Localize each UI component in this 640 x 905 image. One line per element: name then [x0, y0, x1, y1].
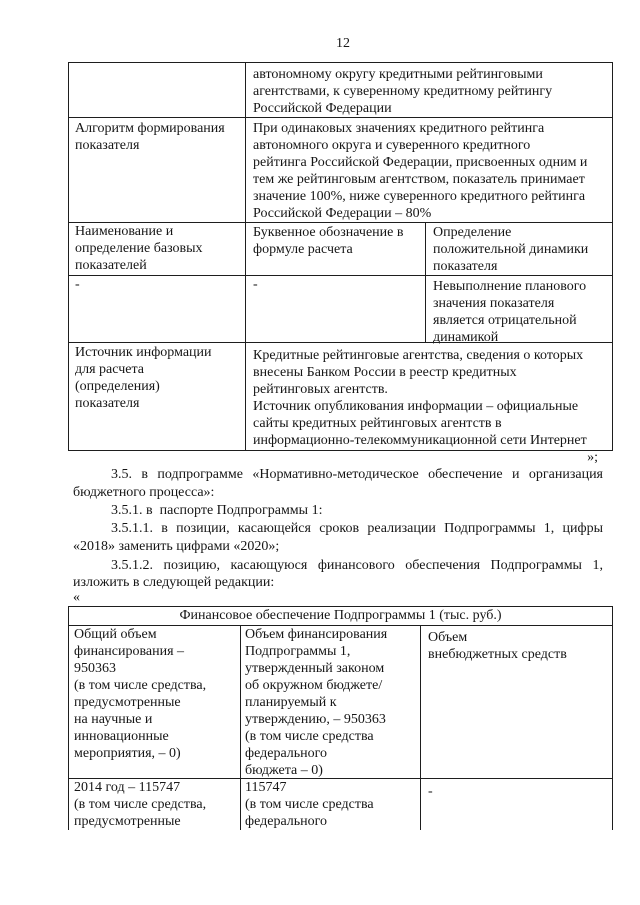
positive-dynamics-value-cell [425, 275, 613, 343]
approved-header: Объем финансирования Подпрограммы 1, утвержденный законом об окружном бюджете/ планируемый к утверждению, – 950363 (в том числе средства федерального бюджета – 0) [245, 627, 388, 778]
total-header-cell [68, 625, 241, 779]
table-row-extrabudgetary-cell [420, 778, 613, 830]
finance-table-title-cell [68, 606, 613, 626]
paragraph-line: «2018» заменить цифрами «2020»; [73, 539, 280, 554]
approved-header-cell [240, 625, 421, 779]
paragraph-line: 3.5.1.2. позицию, касающуюся финансового обеспечения Подпрограммы 1, [111, 558, 603, 573]
paragraph-line: 3.5. в подпрограмме «Нормативно-методическое обеспечение и организация [111, 467, 603, 482]
extrabudgetary-value: - [428, 784, 433, 799]
closing-quote: »; [587, 450, 598, 465]
continuation-label-cell [68, 62, 246, 118]
paragraph-line: 3.5.1. в паспорте Подпрограммы 1: [111, 503, 323, 518]
base-indicators-label: Наименование и определение базовых показателей [75, 224, 203, 273]
table-row-approved-cell [240, 778, 421, 830]
extrabudgetary-header-cell [420, 625, 613, 779]
page-number: 12 [336, 36, 350, 51]
year-total-value: 2014 год – 115747 (в том числе средства, предусмотренные [74, 780, 207, 829]
base-indicators-label-cell [68, 222, 246, 276]
opening-quote: « [73, 590, 80, 605]
base-indicators-name-cell [68, 275, 246, 343]
algorithm-label-cell [68, 117, 246, 223]
letter-designation-value-cell [245, 275, 426, 343]
source-label-cell [68, 342, 246, 451]
approved-value: 115747 (в том числе средства федерального [245, 780, 374, 829]
extrabudgetary-header: Объем внебюджетных средств [428, 630, 567, 662]
letter-designation-value: - [253, 277, 258, 292]
paragraph-line: 3.5.1.1. в позиции, касающейся сроков реализации Подпрограммы 1, цифры [111, 521, 603, 536]
positive-dynamics-header-cell [425, 222, 613, 276]
algorithm-label: Алгоритм формирования показателя [75, 121, 225, 153]
letter-designation-header-cell [245, 222, 426, 276]
source-label: Источник информации для расчета (определения) показателя [75, 345, 212, 411]
continuation-value: автономному округу кредитными рейтинговыми агентствами, к суверенному кредитному рейтингу Российской Федерации [253, 67, 553, 116]
paragraph-line: бюджетного процесса»: [73, 485, 215, 500]
algorithm-value-cell [245, 117, 613, 223]
source-value-cell [245, 342, 613, 451]
algorithm-value: При одинаковых значениях кредитного рейтинга автономного округа и суверенного кредитного рейтинга Российской Федерации, присвоенных одним и тем же рейтинговым агентством, показатель принимает значение 100%, ниже суверенного кредитного рейтинга Российской Федерации – 80% [253, 121, 588, 221]
positive-dynamics-header: Определение положительной динамики показателя [433, 225, 589, 274]
letter-designation-header: Буквенное обозначение в формуле расчета [253, 225, 404, 257]
total-header: Общий объем финансирования – 950363 (в том числе средства, предусмотренные на научные и инновационные мероприятия, – 0) [74, 627, 207, 761]
finance-table-title: Финансовое обеспечение Подпрограммы 1 (тыс. руб.) [179, 608, 502, 623]
positive-dynamics-value: Невыполнение планового значения показателя является отрицательной динамикой [433, 279, 587, 345]
table-row-year-cell [68, 778, 241, 830]
source-value: Кредитные рейтинговые агентства, сведения о которых внесены Банком России в реестр кредитных рейтинговых агентств. Источник опубликования информации – официальные сайты кредитных рейтинговых агентств в информационно-телекоммуникационной сети Интернет [253, 348, 587, 448]
continuation-value-cell [245, 62, 613, 118]
paragraph-line: изложить в следующей редакции: [73, 575, 275, 590]
base-indicators-name-value: - [75, 277, 80, 292]
